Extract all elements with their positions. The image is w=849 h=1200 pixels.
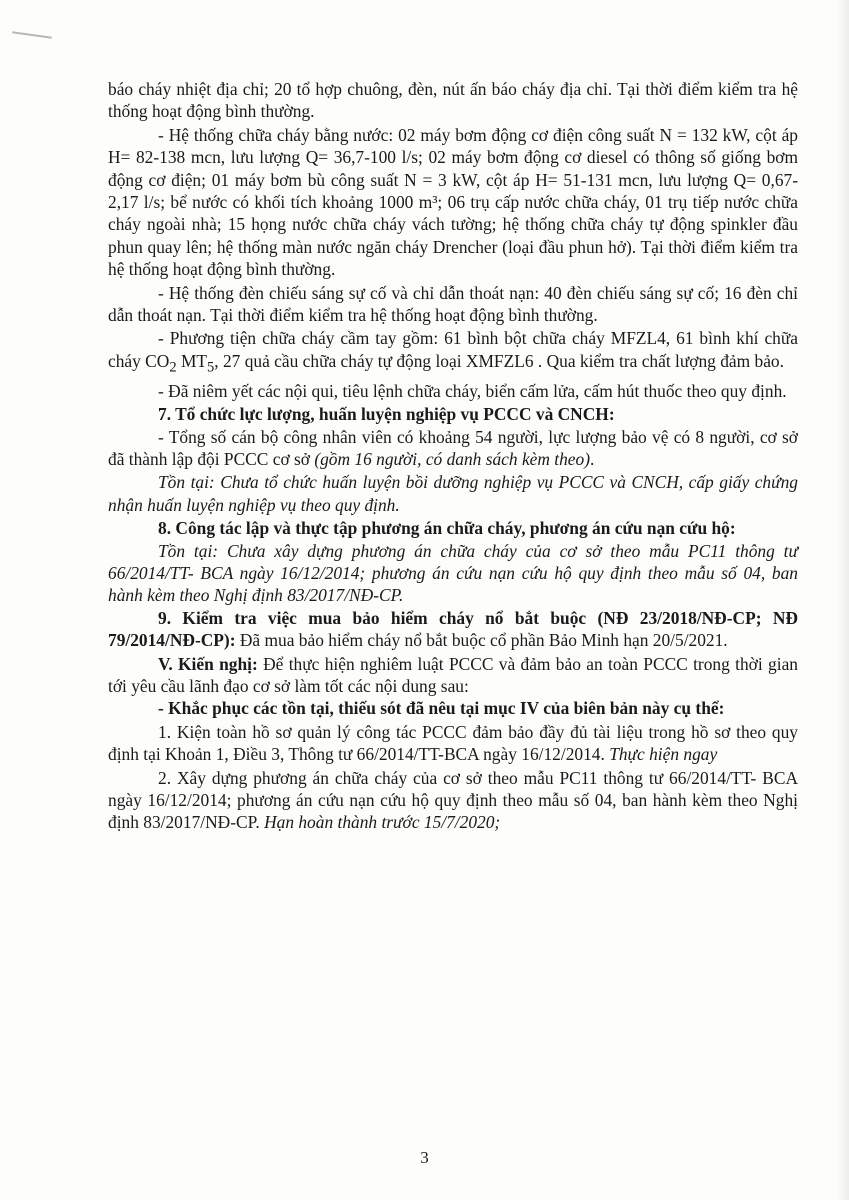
heading-section-7: 7. Tổ chức lực lượng, huấn luyện nghiệp vụ PCCC và CNCH: bbox=[158, 404, 615, 425]
paragraph-staff: - Tổng số cán bộ công nhân viên có khoảng 54 người, lực lượng bảo vệ có 8 người, cơ sở đã thành lập đội PCCC cơ sở (gồm 16 người, có danh sách kèm theo). bbox=[108, 426, 798, 469]
scan-mark bbox=[12, 31, 52, 39]
page-number: 3 bbox=[420, 1148, 429, 1167]
co2-subscript: 2 bbox=[169, 359, 177, 376]
paragraph-emergency-lighting: - Hệ thống đèn chiếu sáng sự cố và chỉ dẫn thoát nạn: 40 đèn chiếu sáng sự cố; 16 đèn chỉ dẫn thoát nạn. Tại thời điểm kiểm tra hệ thống hoạt động bình thường. bbox=[108, 282, 798, 326]
scan-edge-shadow bbox=[835, 0, 849, 1200]
paragraph-remedy-2: 2. Xây dựng phương án chữa cháy của cơ sở theo mẫu PC11 thông tư 66/2014/TT- BCA ngày 16/12/2014; phương án cứu nạn cứu hộ quy định theo mẫu số 04, ban hành kèm theo Nghị định 83/2017/NĐ-CP. Hạn hoàn thành trước 15/7/2020; bbox=[108, 767, 798, 833]
heading-section-8: 8. Công tác lập và thực tập phương án chữa cháy, phương án cứu nạn cứu hộ: bbox=[158, 518, 736, 539]
document-body bbox=[108, 78, 798, 834]
paragraph-posted-rules: - Đã niêm yết các nội qui, tiêu lệnh chữa cháy, biển cấm lửa, cấm hút thuốc theo quy định. bbox=[158, 380, 787, 401]
paragraph-section-7-issue: Tồn tại: Chưa tổ chức huấn luyện bồi dưỡng nghiệp vụ PCCC và CNCH, cấp giấy chứng nhận huấn luyện nghiệp vụ theo quy định. bbox=[108, 472, 798, 515]
paragraph-section-8-issue: Tồn tại: Chưa xây dựng phương án chữa cháy của cơ sở theo mẫu PC11 thông tư 66/2014/TT- BCA ngày 16/12/2014; phương án cứu nạn cứu hộ quy định theo mẫu số 04, ban hành kèm theo Nghị định 83/2017/NĐ-CP. bbox=[108, 540, 798, 606]
paragraph-portable-equipment: - Phương tiện chữa cháy cầm tay gồm: 61 bình bột chữa cháy MFZL4, 61 bình khí chữa cháy $CO_2$ $MT_5$, 27 quả cầu chữa cháy tự động loại XMFZL6 . Qua kiểm tra chất lượng đảm bảo. bbox=[108, 328, 798, 376]
paragraph-water-system: - Hệ thống chữa cháy bằng nước: 02 máy bơm động cơ điện công suất N = 132 kW, cột áp H= 82-138 mcn, lưu lượng Q= 36,7-100 l/s; 02 máy bơm động cơ diesel có thông số giống bơm động cơ điện; 01 máy bơm bù công suất N = 3 kW, cột áp H= 51-131 mcn, lưu lượng Q= 0,67-2,17 l/s; bể nước có khối tích khoảng 1000 m³; 06 trụ cấp nước chữa cháy, 01 trụ tiếp nước chữa cháy ngoài nhà; 15 họng nước chữa cháy vách tường; hệ thống chữa cháy tự động spinkler đầu phun quay lên; hệ thống màn nước ngăn cháy Drencher (loại đầu phun hở). Tại thời điểm kiểm tra hệ thống hoạt động bình thường. bbox=[108, 124, 798, 280]
paragraph-section-9: 9. Kiểm tra việc mua bảo hiểm cháy nổ bắt buộc (NĐ 23/2018/NĐ-CP; NĐ 79/2014/NĐ-CP): Đã mua bảo hiểm cháy nổ bắt buộc cổ phần Bảo Minh hạn 20/5/2021. bbox=[108, 607, 798, 651]
paragraph-remedy-1: 1. Kiện toàn hồ sơ quản lý công tác PCCC đảm bảo đầy đủ tài liệu trong hồ sơ theo quy định tại Khoản 1, Điều 3, Thông tư 66/2014/TT-BCA ngày 16/12/2014. Thực hiện ngay bbox=[108, 721, 798, 765]
paragraph-fire-alarm-continued: báo cháy nhiệt địa chỉ; 20 tổ hợp chuông, đèn, nút ấn báo cháy địa chỉ. Tại thời điểm kiểm tra hệ thống hoạt động bình thường. bbox=[108, 79, 798, 122]
mt5-subscript: 5 bbox=[207, 359, 215, 376]
heading-remedy: - Khắc phục các tồn tại, thiếu sót đã nêu tại mục IV của biên bản này cụ thể: bbox=[158, 698, 725, 719]
paragraph-section-v: V. Kiến nghị: Để thực hiện nghiêm luật PCCC và đảm bảo an toàn PCCC trong thời gian tới yêu cầu lãnh đạo cơ sở làm tốt các nội dung sau: bbox=[108, 653, 798, 697]
